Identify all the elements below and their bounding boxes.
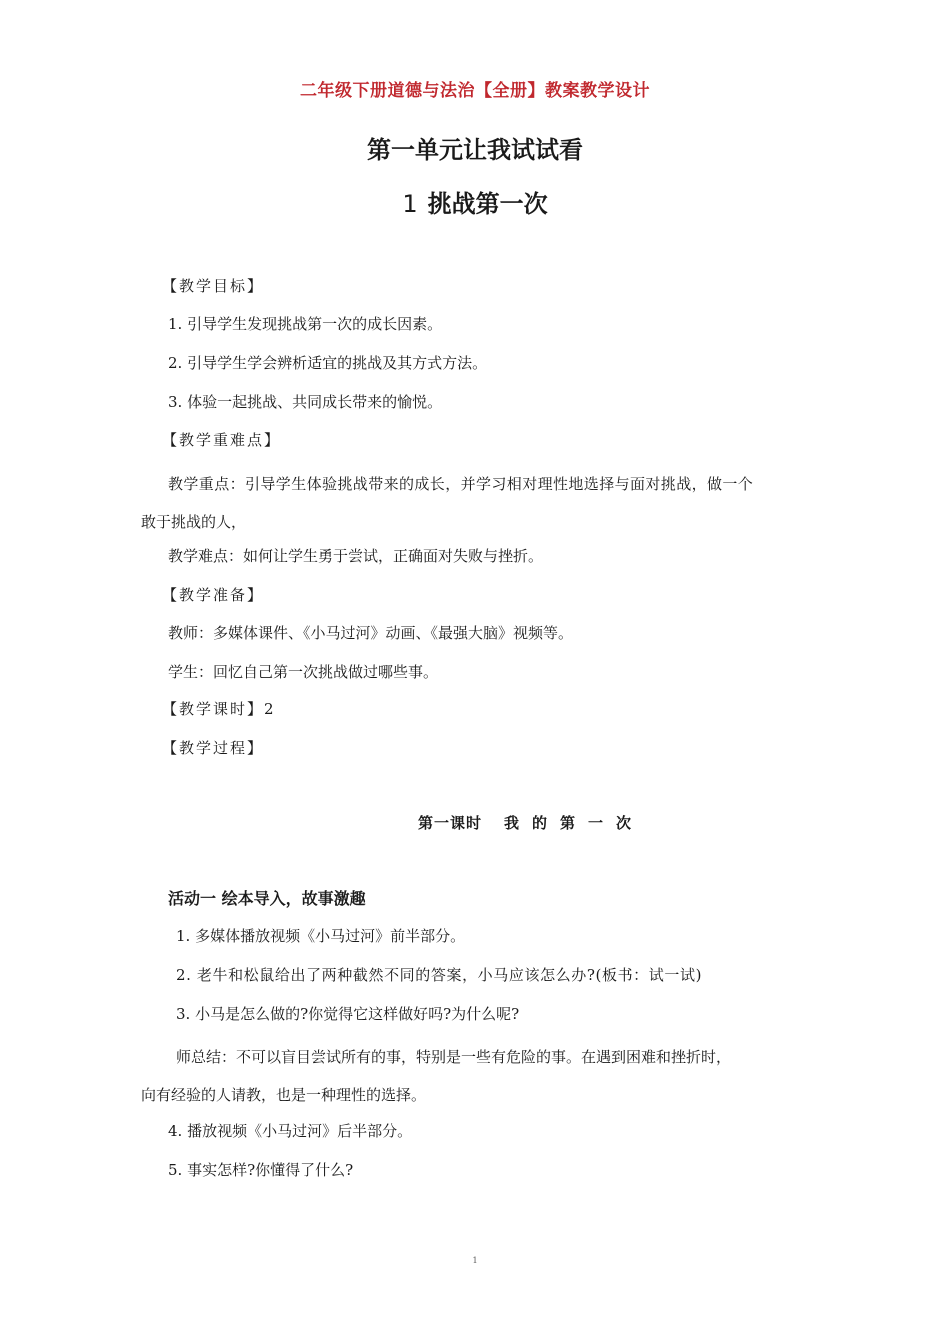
period-label: 第一课时 xyxy=(418,814,483,832)
lesson-title xyxy=(0,184,950,219)
teacher-preparation: 教师：多媒体课件、《小马过河》动画、《最强大脑》视频等。 xyxy=(168,624,574,642)
activity-item: 2. 老牛和松鼠给出了两种截然不同的答案，小马应该怎么办?(板书：试一试) xyxy=(176,966,703,984)
focus-line-1: 教学重点：引导学生体验挑战带来的成长，并学习相对理性地选择与面对挑战，做一个 xyxy=(168,475,754,493)
goal-item: 1. 引导学生发现挑战第一次的成长因素。 xyxy=(168,315,443,333)
summary-line-1: 师总结：不可以盲目尝试所有的事，特别是一些有危险的事。在遇到困难和挫折时， xyxy=(176,1048,732,1066)
period-heading xyxy=(418,812,644,833)
activity-item: 1. 多媒体播放视频《小马过河》前半部分。 xyxy=(176,927,466,945)
difficulty-line: 教学难点：如何让学生勇于尝试，正确面对失败与挫折。 xyxy=(168,547,544,565)
period-topic: 我的第一次 xyxy=(504,814,645,832)
focus-line-2: 敢于挑战的人， xyxy=(141,513,247,531)
lesson-name: 挑战第一次 xyxy=(427,190,548,218)
process-heading: 【教学过程】 xyxy=(162,739,265,757)
unit-title: 第一单元让我试试看 xyxy=(367,136,583,164)
goal-item: 2. 引导学生学会辨析适宜的挑战及其方式方法。 xyxy=(168,354,488,372)
student-preparation: 学生：回忆自己第一次挑战做过哪些事。 xyxy=(168,663,439,681)
document-title: 二年级下册道德与法治【全册】教案教学设计 xyxy=(300,81,650,101)
goals-heading: 【教学目标】 xyxy=(162,277,265,295)
page-number: 1 xyxy=(472,1256,478,1265)
summary-line-2: 向有经验的人请教，也是一种理性的选择。 xyxy=(141,1086,427,1104)
activity-item: 5. 事实怎样?你懂得了什么? xyxy=(168,1161,354,1179)
activity-item: 4. 播放视频《小马过河》后半部分。 xyxy=(168,1122,413,1140)
activity-item: 3. 小马是怎么做的?你觉得它这样做好吗?为什么呢? xyxy=(176,1005,520,1023)
activity-title: 活动一 绘本导入，故事激趣 xyxy=(168,889,366,908)
preparation-heading: 【教学准备】 xyxy=(162,586,265,604)
lesson-number: 1 xyxy=(402,190,418,218)
goal-item: 3. 体验一起挑战、共同成长带来的愉悦。 xyxy=(168,393,443,411)
key-points-heading: 【教学重难点】 xyxy=(162,431,282,449)
hours-line: 【教学课时】2 xyxy=(162,700,276,718)
